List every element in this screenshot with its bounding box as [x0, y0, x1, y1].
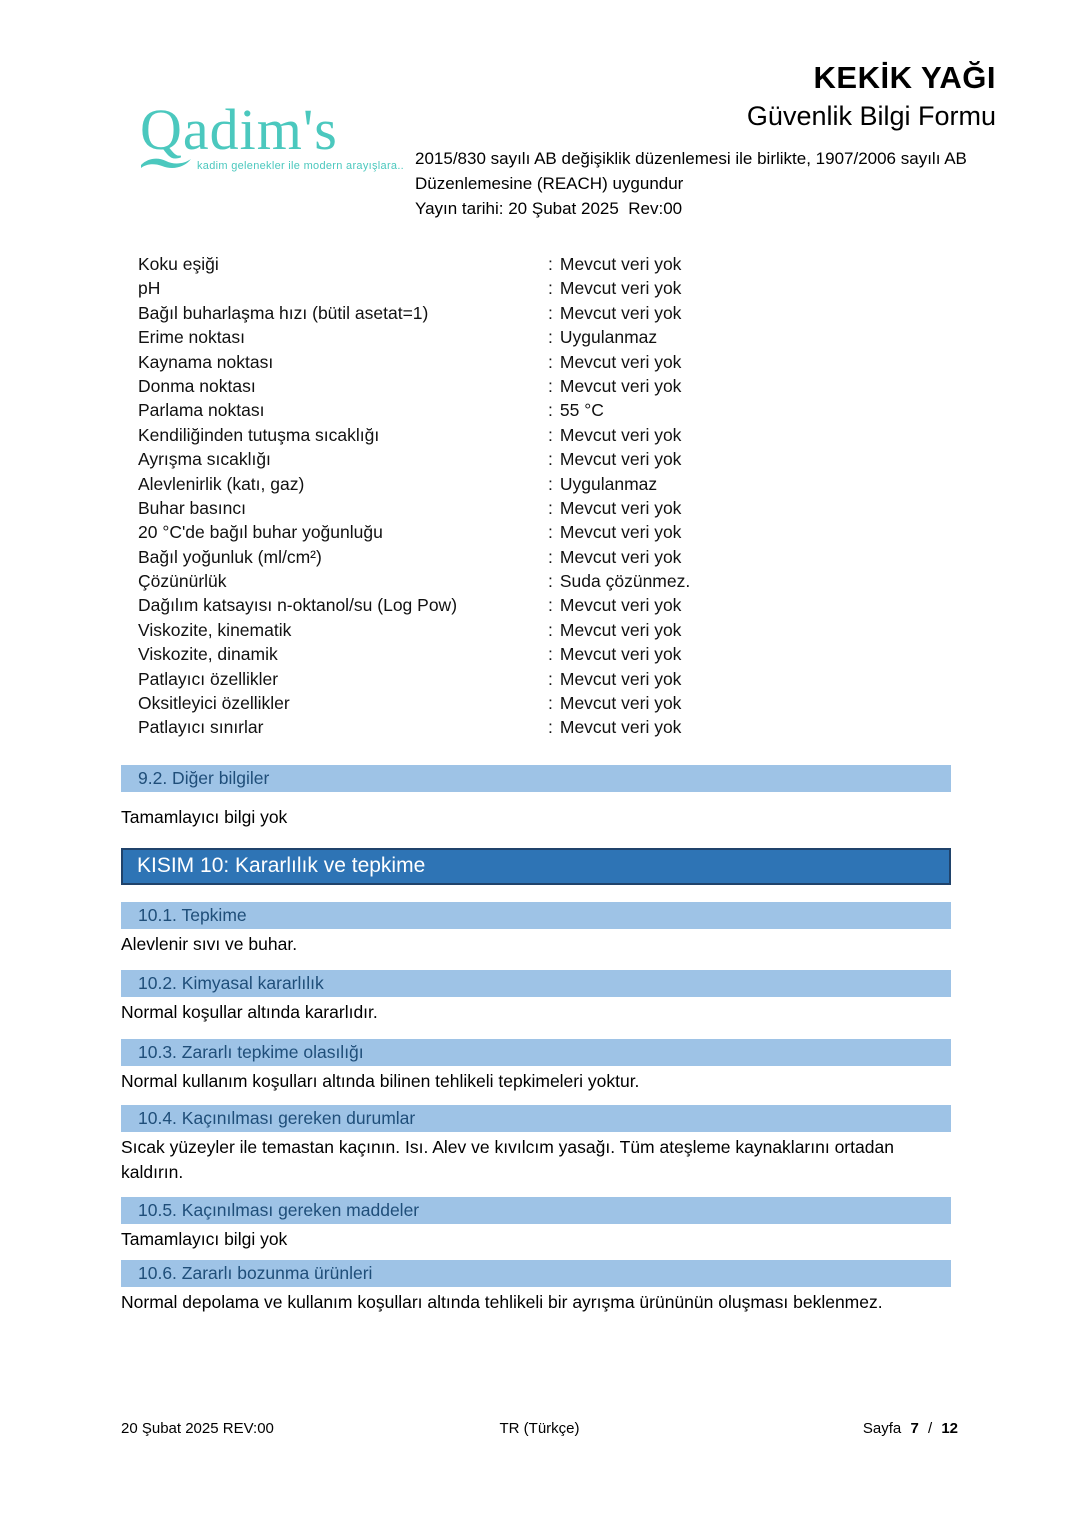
property-label: Oksitleyici özellikler	[138, 693, 290, 714]
property-row	[138, 252, 878, 276]
property-row	[138, 350, 878, 374]
property-value: Mevcut veri yok	[559, 449, 682, 470]
property-colon: :	[548, 400, 553, 421]
property-colon: :	[548, 497, 553, 518]
property-value: Mevcut veri yok	[559, 278, 682, 299]
property-value: Mevcut veri yok	[559, 522, 682, 543]
wave-icon	[140, 156, 192, 176]
property-value: Mevcut veri yok	[559, 644, 682, 665]
property-colon: :	[548, 375, 553, 396]
property-colon: :	[548, 424, 553, 445]
properties-list	[138, 252, 878, 740]
title-block	[747, 60, 996, 132]
section-body-10-1: Alevlenir sıvı ve buhar.	[121, 934, 298, 954]
property-label: Kaynama noktası	[138, 351, 274, 372]
property-colon: :	[548, 693, 553, 714]
logo-tagline: kadim gelenekler ile modern arayışlara..	[197, 159, 405, 172]
section-header-10-1: 10.1. Tepkime	[121, 902, 951, 929]
property-value: Mevcut veri yok	[559, 693, 682, 714]
property-label: Donma noktası	[138, 375, 256, 396]
property-row	[138, 618, 878, 642]
section-body-10-3: Normal kullanım koşulları altında bilinen tehlikeli tepkimeleri yoktur.	[121, 1071, 640, 1091]
property-colon: :	[548, 351, 553, 372]
section-header-10-5: 10.5. Kaçınılması gereken maddeler	[121, 1197, 951, 1224]
property-label: Erime noktası	[138, 327, 245, 348]
footer-language: TR (Türkçe)	[499, 1420, 580, 1437]
property-label: Viskozite, kinematik	[138, 619, 292, 640]
property-value: Mevcut veri yok	[559, 595, 682, 616]
property-row	[138, 447, 878, 471]
property-value: Mevcut veri yok	[559, 717, 682, 738]
company-logo	[140, 97, 405, 176]
property-label: Patlayıcı sınırlar	[138, 717, 264, 738]
property-colon: :	[548, 717, 553, 738]
section-body-10-4: Sıcak yüzeyler ile temastan kaçının. Isı. Alev ve kıvılcım yasağı. Tüm ateşleme kaynaklarını ortadan kaldırın.	[121, 1137, 894, 1182]
footer-page-indicator	[679, 1420, 958, 1437]
property-label: Çözünürlük	[138, 571, 227, 592]
section-10-header: KISIM 10: Kararlılık ve tepkime	[121, 848, 951, 885]
property-value: Uygulanmaz	[559, 327, 658, 348]
section-body-10-2: Normal koşullar altında kararlıdır.	[121, 1002, 378, 1022]
property-label: pH	[138, 278, 161, 299]
property-label: Bağıl buharlaşma hızı (bütil asetat=1)	[138, 302, 429, 323]
property-value: 55 °C	[559, 400, 604, 421]
property-value: Mevcut veri yok	[559, 351, 682, 372]
page-footer	[121, 1420, 958, 1437]
footer-page-number: 7	[910, 1420, 919, 1437]
property-value: Mevcut veri yok	[559, 254, 682, 274]
property-label: Viskozite, dinamik	[138, 644, 278, 665]
property-colon: :	[548, 571, 553, 592]
property-label: Kendiliğinden tutuşma sıcaklığı	[138, 424, 380, 445]
section-header-10-4: 10.4. Kaçınılması gereken durumlar	[121, 1105, 951, 1132]
property-row	[138, 423, 878, 447]
section-body-10-6: Normal depolama ve kullanım koşulları altında tehlikeli bir ayrışma ürününün oluşması beklenmez.	[121, 1292, 883, 1312]
property-colon: :	[548, 449, 553, 470]
section-header-10-2: 10.2. Kimyasal kararlılık	[121, 970, 951, 997]
property-label: Ayrışma sıcaklığı	[138, 449, 271, 470]
logo-wordmark: Qadim's	[140, 97, 338, 162]
document-type-title: Güvenlik Bilgi Formu	[746, 101, 996, 131]
regulation-block	[415, 146, 967, 221]
property-row	[138, 398, 878, 422]
property-row	[138, 545, 878, 569]
regulation-text: 2015/830 sayılı AB değişiklik düzenlemesi ile birlikte, 1907/2006 sayılı AB Düzenlemesine (REACH) uygundur	[415, 149, 967, 193]
property-value: Mevcut veri yok	[559, 375, 682, 396]
property-colon: :	[548, 522, 553, 543]
property-row	[138, 667, 878, 691]
property-label: Dağılım katsayısı n-oktanol/su (Log Pow)	[138, 595, 458, 616]
property-colon: :	[548, 327, 553, 348]
footer-page-label: Sayfa	[862, 1420, 902, 1437]
property-label: Parlama noktası	[138, 400, 265, 421]
section-header-10-6: 10.6. Zararlı bozunma ürünleri	[121, 1260, 951, 1287]
property-value: Suda çözünmez.	[559, 571, 691, 592]
footer-page-total: 12	[941, 1420, 958, 1437]
property-row	[138, 276, 878, 300]
property-label: Buhar basıncı	[138, 497, 246, 518]
property-row	[138, 520, 878, 544]
property-colon: :	[548, 546, 553, 567]
footer-revision: 20 Şubat 2025 REV:00	[121, 1420, 274, 1437]
section-header-10-3: 10.3. Zararlı tepkime olasılığı	[121, 1039, 951, 1066]
property-row	[138, 715, 878, 739]
property-value: Mevcut veri yok	[559, 497, 682, 518]
section-body-9-2: Tamamlayıcı bilgi yok	[121, 807, 288, 827]
property-row	[138, 472, 878, 496]
product-title: KEKİK YAĞI	[813, 60, 996, 95]
property-value: Uygulanmaz	[559, 473, 658, 494]
property-row	[138, 325, 878, 349]
property-label: Patlayıcı özellikler	[138, 668, 279, 689]
property-label: Koku eşiği	[138, 254, 219, 274]
property-value: Mevcut veri yok	[559, 546, 682, 567]
sections-container	[121, 765, 951, 1315]
footer-page-separator: /	[927, 1420, 933, 1437]
property-label: 20 °C'de bağıl buhar yoğunluğu	[138, 522, 383, 543]
property-row	[138, 569, 878, 593]
property-row	[138, 301, 878, 325]
section-header-9-2: 9.2. Diğer bilgiler	[121, 765, 951, 792]
property-colon: :	[548, 619, 553, 640]
property-row	[138, 496, 878, 520]
property-value: Mevcut veri yok	[559, 302, 682, 323]
property-row	[138, 374, 878, 398]
property-colon: :	[548, 644, 553, 665]
property-label: Alevlenirlik (katı, gaz)	[138, 473, 305, 494]
property-colon: :	[548, 254, 553, 274]
property-colon: :	[548, 473, 553, 494]
property-row	[138, 593, 878, 617]
property-row	[138, 642, 878, 666]
property-colon: :	[548, 302, 553, 323]
property-colon: :	[548, 595, 553, 616]
property-row	[138, 691, 878, 715]
property-value: Mevcut veri yok	[559, 668, 682, 689]
section-body-10-5: Tamamlayıcı bilgi yok	[121, 1229, 288, 1249]
property-colon: :	[548, 278, 553, 299]
property-label: Bağıl yoğunluk (ml/cm²)	[138, 546, 322, 567]
property-colon: :	[548, 668, 553, 689]
property-value: Mevcut veri yok	[559, 619, 682, 640]
issue-date-line: Yayın tarihi: 20 Şubat 2025 Rev:00	[415, 199, 683, 218]
property-value: Mevcut veri yok	[559, 424, 682, 445]
